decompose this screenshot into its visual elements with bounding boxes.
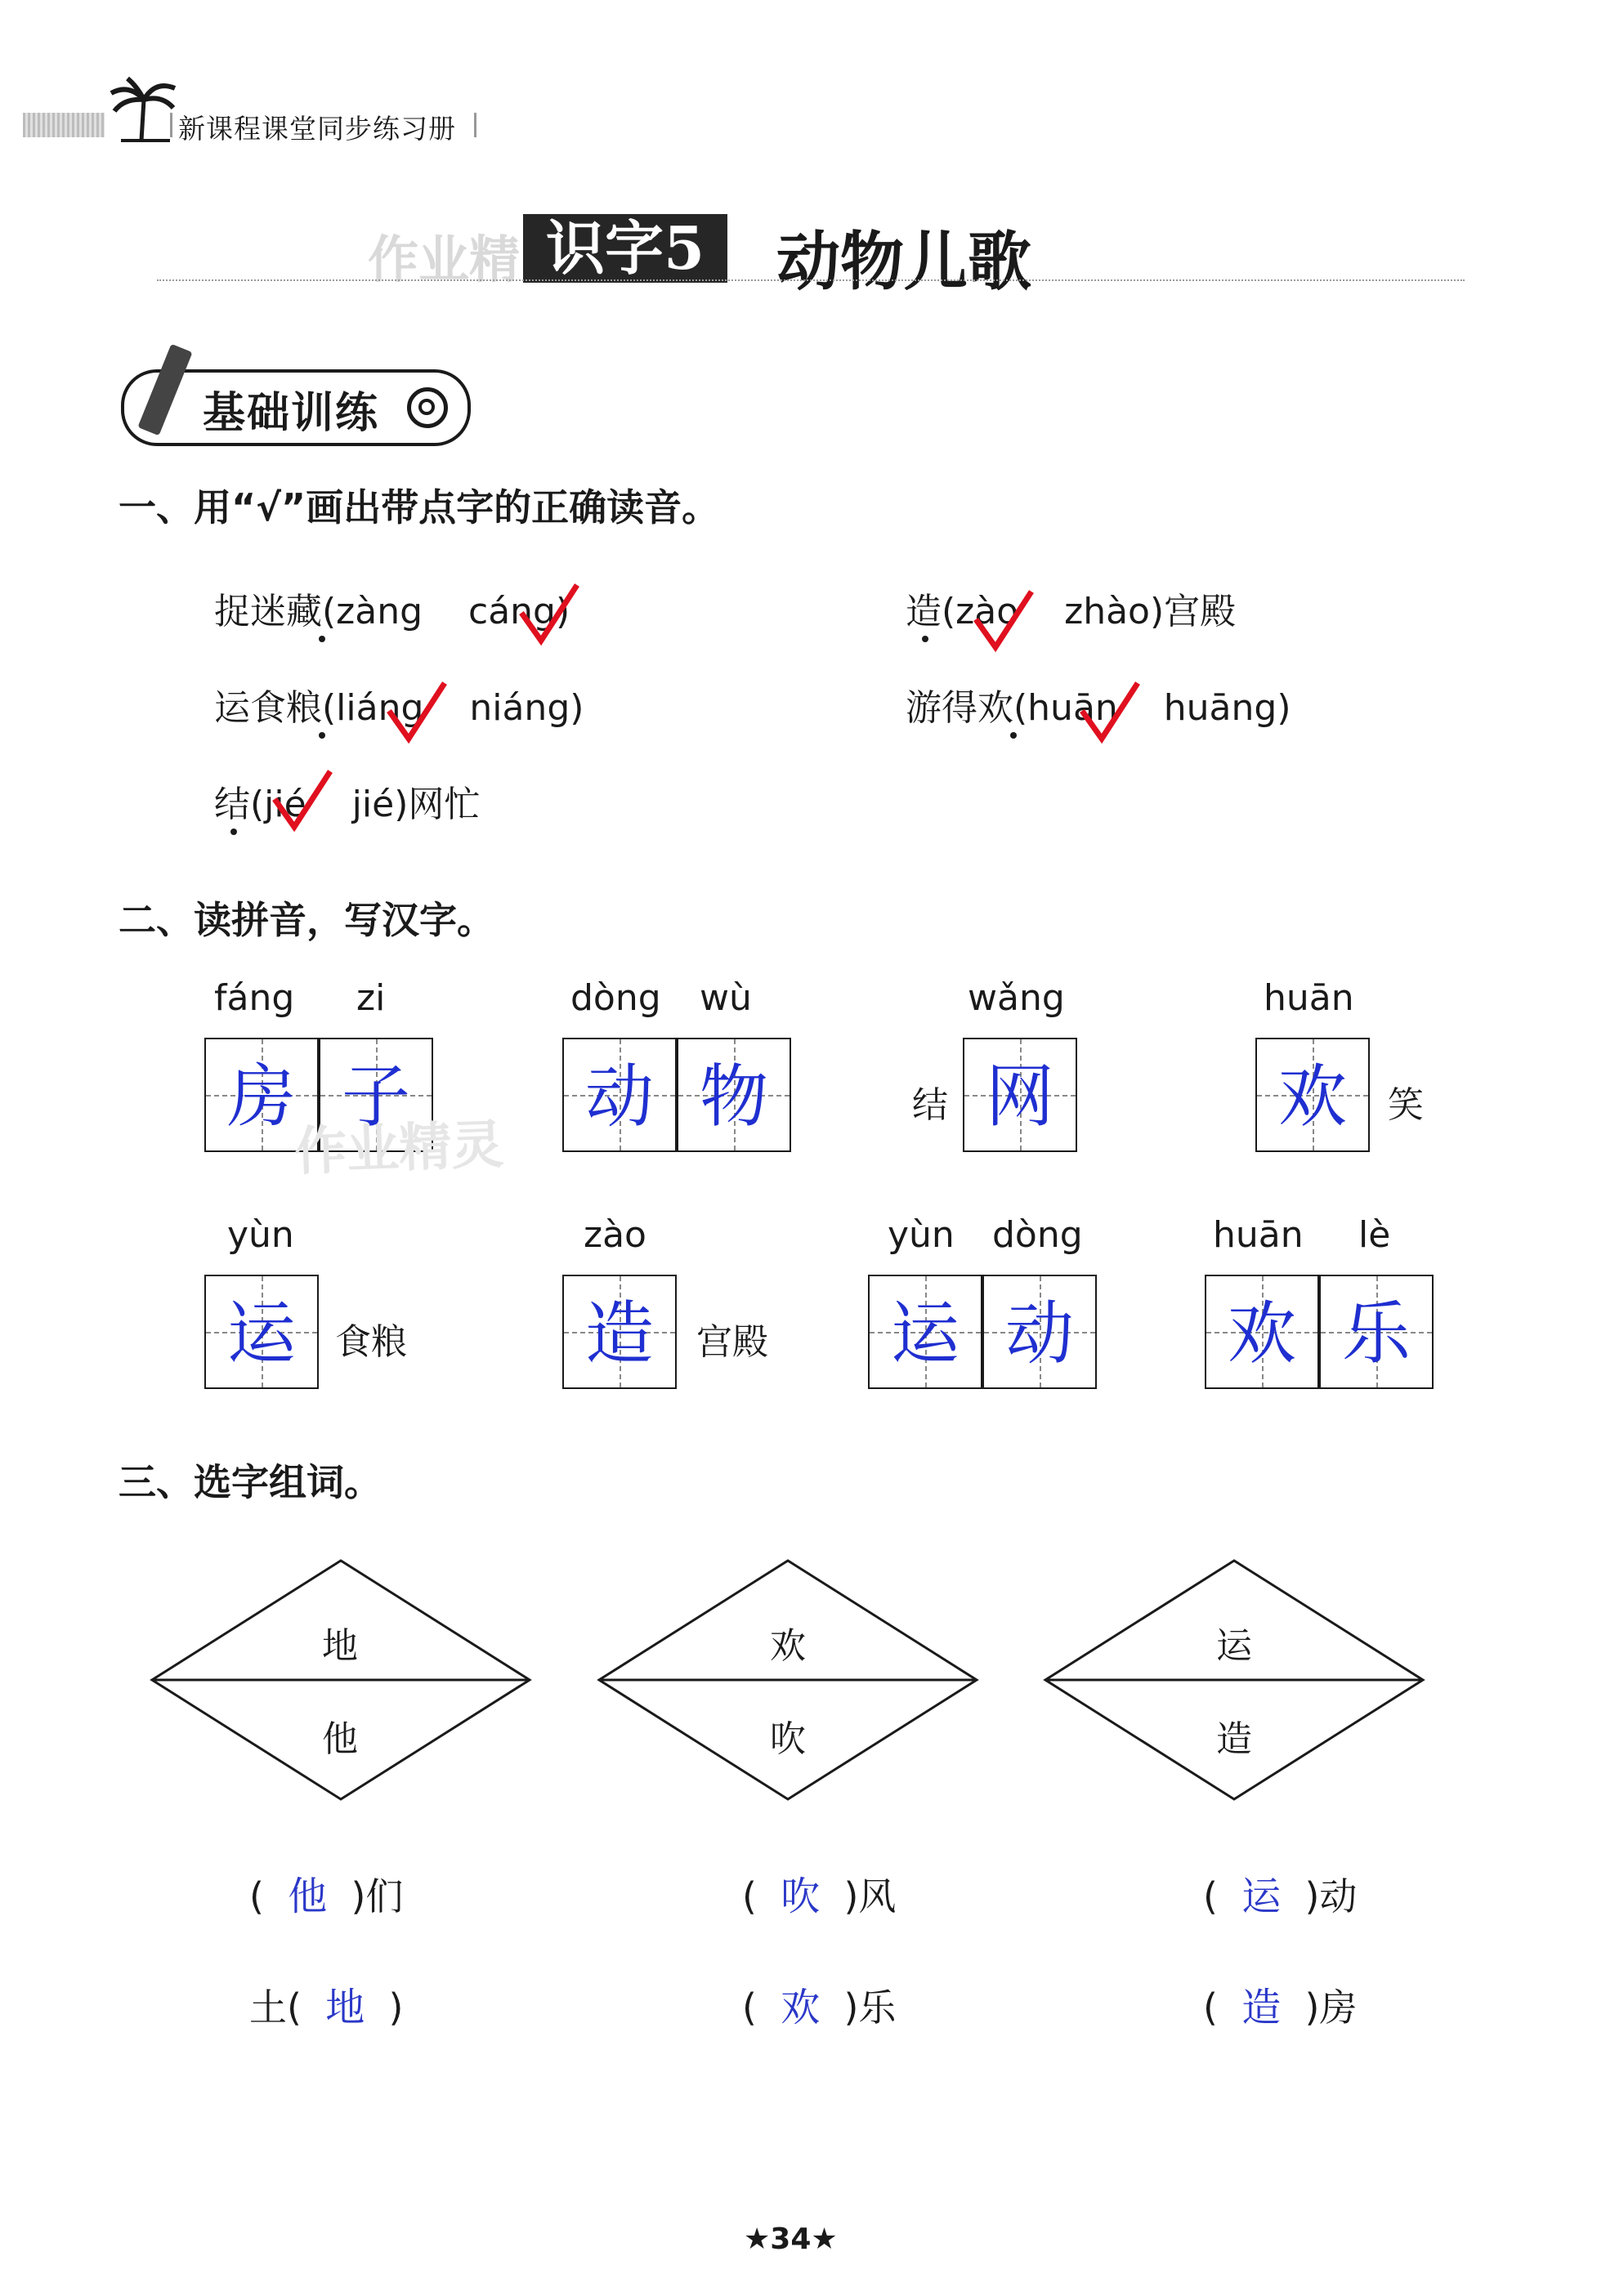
pinyin: zào bbox=[584, 1214, 646, 1256]
pinyin: yùn bbox=[888, 1214, 955, 1256]
writing-box[interactable] bbox=[868, 1275, 982, 1389]
writing-box[interactable] bbox=[1319, 1275, 1434, 1389]
emphasis-dot bbox=[319, 732, 325, 739]
answer-character: 网 bbox=[985, 1056, 1054, 1137]
answer-character: 运 bbox=[1241, 1874, 1282, 1919]
diamond-2 bbox=[599, 1561, 977, 1799]
diamond-bottom-character: 造 bbox=[1216, 1718, 1252, 1760]
question-2-title: 二、读拼音，写汉字。 bbox=[119, 898, 494, 942]
answer-character: 动 bbox=[1004, 1293, 1074, 1374]
title-watermark: 作业精 bbox=[368, 230, 521, 289]
lesson-label: 识字5 bbox=[523, 214, 727, 283]
pinyin: huān bbox=[1264, 977, 1354, 1019]
q1-item-2: 造(zào zhào)宫殿 bbox=[906, 591, 1237, 632]
prefix-character: 结 bbox=[912, 1084, 948, 1126]
check-mark-icon bbox=[971, 588, 1036, 654]
writing-box[interactable] bbox=[982, 1275, 1097, 1389]
answer-character: 欢 bbox=[781, 1985, 821, 2030]
pinyin: wù bbox=[700, 977, 752, 1019]
writing-box[interactable] bbox=[562, 1275, 677, 1389]
pinyin: zi bbox=[356, 977, 386, 1019]
answer-character: 地 bbox=[325, 1985, 365, 2030]
answer-character: 造 bbox=[584, 1293, 654, 1374]
pinyin: wǎng bbox=[968, 977, 1065, 1019]
emphasis-dot bbox=[1010, 732, 1017, 739]
fill-blank-3: ( 运 )动 bbox=[1203, 1874, 1358, 1919]
emphasis-dot bbox=[922, 636, 928, 642]
fill-blank-1: ( 他 )们 bbox=[249, 1874, 404, 1919]
answer-character: 吹 bbox=[781, 1874, 821, 1919]
writing-box[interactable] bbox=[204, 1275, 319, 1389]
check-mark-icon bbox=[1077, 680, 1143, 745]
q1-item-5: 结(jié jié)网忙 bbox=[214, 784, 481, 825]
answer-character: 动 bbox=[584, 1056, 654, 1137]
diamond-top-character: 欢 bbox=[770, 1625, 806, 1667]
diamond-diagrams bbox=[147, 1559, 1438, 1804]
pinyin: dòng bbox=[992, 1214, 1083, 1256]
lesson-title: 动物儿歌 bbox=[776, 226, 1032, 299]
suffix-characters: 宫殿 bbox=[696, 1321, 768, 1363]
pinyin: lè bbox=[1358, 1214, 1391, 1256]
writing-box[interactable] bbox=[204, 1038, 319, 1152]
writing-box[interactable] bbox=[319, 1038, 433, 1152]
question-1-title: 一、用“√”画出带点字的正确读音。 bbox=[119, 485, 720, 529]
ring-icon bbox=[407, 387, 448, 428]
q1-item-4: 游得欢(huān huāng) bbox=[906, 687, 1291, 729]
header-divider bbox=[170, 113, 172, 137]
palm-tree-icon bbox=[105, 75, 178, 144]
suffix-characters: 食粮 bbox=[335, 1321, 407, 1363]
emphasis-dot bbox=[230, 829, 237, 835]
fill-blank-4: 土( 地 ) bbox=[249, 1985, 404, 2030]
writing-box[interactable] bbox=[1255, 1038, 1370, 1152]
pinyin: huān bbox=[1213, 1214, 1304, 1256]
writing-box[interactable] bbox=[1205, 1275, 1319, 1389]
answer-character: 欢 bbox=[1227, 1293, 1296, 1374]
series-title: 新课程课堂同步练习册 bbox=[178, 113, 456, 145]
answer-character: 房 bbox=[226, 1056, 296, 1137]
pinyin: yùn bbox=[227, 1214, 294, 1256]
section-label: 基础训练 bbox=[203, 389, 380, 438]
title-divider bbox=[157, 279, 1465, 281]
answer-character: 他 bbox=[288, 1874, 328, 1919]
diamond-top-character: 地 bbox=[322, 1625, 358, 1667]
fill-blank-6: ( 造 )房 bbox=[1203, 1985, 1358, 2030]
diamond-top-character: 运 bbox=[1216, 1625, 1252, 1667]
diamond-1 bbox=[152, 1561, 530, 1799]
emphasis-dot bbox=[319, 636, 325, 642]
fill-blank-5: ( 欢 )乐 bbox=[742, 1985, 897, 2030]
writing-box[interactable] bbox=[963, 1038, 1077, 1152]
answer-character: 子 bbox=[341, 1056, 410, 1137]
check-mark-icon bbox=[270, 768, 335, 833]
check-mark-icon bbox=[384, 680, 450, 745]
q1-item-3: 运食粮(liáng niáng) bbox=[214, 687, 584, 729]
answer-character: 运 bbox=[226, 1293, 296, 1374]
answer-character: 欢 bbox=[1277, 1056, 1347, 1137]
fill-blank-2: ( 吹 )风 bbox=[742, 1874, 897, 1919]
watermark: 作业精灵 bbox=[293, 1114, 505, 1183]
writing-box[interactable] bbox=[562, 1038, 677, 1152]
q1-item-1: 捉迷藏(zàng cáng) bbox=[214, 591, 570, 632]
pinyin: fáng bbox=[214, 977, 295, 1019]
diamond-3 bbox=[1045, 1561, 1423, 1799]
header-decoration bbox=[23, 113, 105, 137]
suffix-character: 笑 bbox=[1388, 1084, 1424, 1126]
answer-character: 运 bbox=[890, 1293, 960, 1374]
header-divider bbox=[474, 113, 476, 137]
page-number: ★34★ bbox=[744, 2222, 838, 2256]
check-mark-icon bbox=[517, 582, 582, 647]
answer-character: 物 bbox=[699, 1056, 768, 1137]
question-3-title: 三、选字组词。 bbox=[119, 1460, 382, 1504]
writing-box[interactable] bbox=[677, 1038, 791, 1152]
pinyin: dòng bbox=[570, 977, 661, 1019]
diamond-bottom-character: 吹 bbox=[770, 1718, 806, 1760]
answer-character: 乐 bbox=[1341, 1293, 1411, 1374]
diamond-bottom-character: 他 bbox=[322, 1718, 358, 1760]
answer-character: 造 bbox=[1241, 1985, 1282, 2030]
